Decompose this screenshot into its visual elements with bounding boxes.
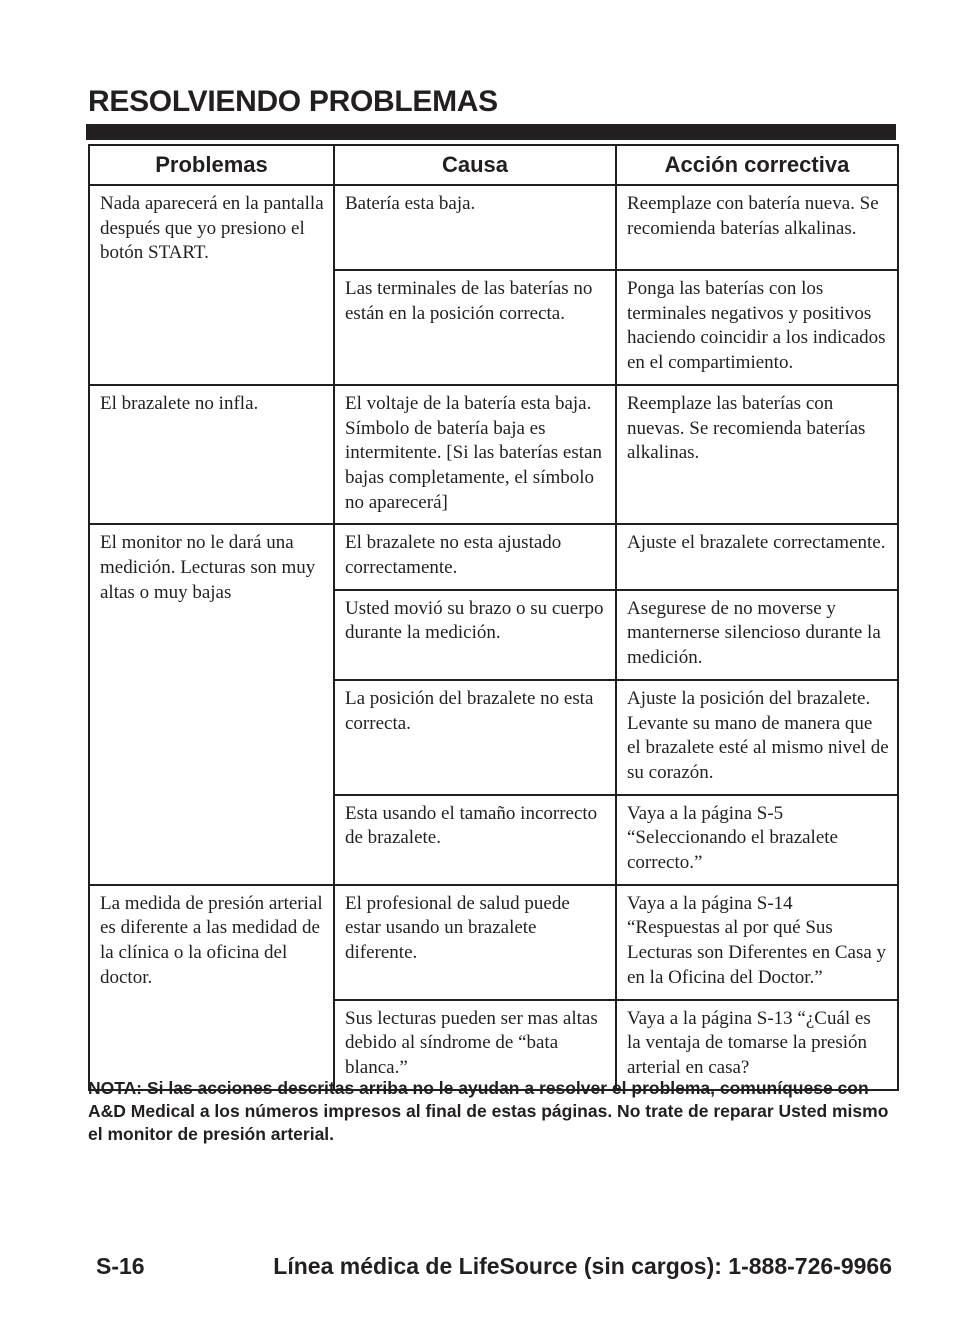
action-cell: Reemplaze con batería nueva. Se recomienda baterías alkalinas. <box>616 185 898 270</box>
cause-cell: Esta usando el tamaño incorrecto de brazalete. <box>334 795 616 885</box>
cause-cell: La posición del brazalete no esta correcta. <box>334 680 616 795</box>
header-problems: Problemas <box>89 145 334 185</box>
page-title: RESOLVIENDO PROBLEMAS <box>88 85 498 118</box>
cause-cell: El profesional de salud puede estar usando un brazalete diferente. <box>334 885 616 1000</box>
footer-hotline: Línea médica de LifeSource (sin cargos): 1-888-726-9966 <box>273 1253 892 1279</box>
problem-cell: El brazalete no infla. <box>89 385 334 525</box>
action-cell: Ponga las baterías con los terminales negativos y positivos haciendo coincidir a los indicados en el compartimiento. <box>616 270 898 385</box>
page-number: S-16 <box>96 1253 145 1279</box>
problem-cell: La medida de presión arterial es diferente a las medidad de la clínica o la oficina del doctor. <box>89 885 334 1090</box>
cause-cell: Sus lecturas pueden ser mas altas debido al síndrome de “bata blanca.” <box>334 1000 616 1090</box>
title-rule <box>86 124 896 140</box>
cause-cell: Las terminales de las baterías no están en la posición correcta. <box>334 270 616 385</box>
action-cell: Asegurese de no moverse y manternerse silencioso durante la medición. <box>616 590 898 680</box>
cause-cell: Usted movió su brazo o su cuerpo durante la medición. <box>334 590 616 680</box>
table-row <box>89 385 898 525</box>
troubleshooting-table <box>88 144 899 1091</box>
action-cell: Ajuste la posición del brazalete. Levante su mano de manera que el brazalete esté al mismo nivel de su corazón. <box>616 680 898 795</box>
action-cell: Reemplaze las baterías con nuevas. Se recomienda baterías alkalinas. <box>616 385 898 525</box>
table-row <box>89 885 898 1000</box>
note-text: NOTA: Si las acciones descritas arriba no le ayudan a resolver el problema, comuníquese con A&D Medical a los números impresos al final de estas páginas. No trate de reparar Usted mismo el monitor de presión arterial. <box>88 1078 889 1144</box>
problem-cell: Nada aparecerá en la pantalla después que yo presiono el botón START. <box>89 185 334 385</box>
header-corrective-action: Acción correctiva <box>616 145 898 185</box>
table-row <box>89 185 898 270</box>
cause-cell: El voltaje de la batería esta baja. Símbolo de batería baja es intermitente. [Si las baterías estan bajas completamente, el símbolo no aparecerá] <box>334 385 616 525</box>
problem-cell: El monitor no le dará una medición. Lecturas son muy altas o muy bajas <box>89 524 334 884</box>
table-header-row <box>89 145 898 185</box>
cause-cell: Batería esta baja. <box>334 185 616 270</box>
action-cell: Ajuste el brazalete correctamente. <box>616 524 898 589</box>
table-row <box>89 524 898 589</box>
action-cell: Vaya a la página S-13 “¿Cuál es la ventaja de tomarse la presión arterial en casa? <box>616 1000 898 1090</box>
header-cause: Causa <box>334 145 616 185</box>
action-cell: Vaya a la página S-5 “Seleccionando el brazalete correcto.” <box>616 795 898 885</box>
cause-cell: El brazalete no esta ajustado correctamente. <box>334 524 616 589</box>
action-cell: Vaya a la página S-14 “Respuestas al por qué Sus Lecturas son Diferentes en Casa y en la Oficina del Doctor.” <box>616 885 898 1000</box>
